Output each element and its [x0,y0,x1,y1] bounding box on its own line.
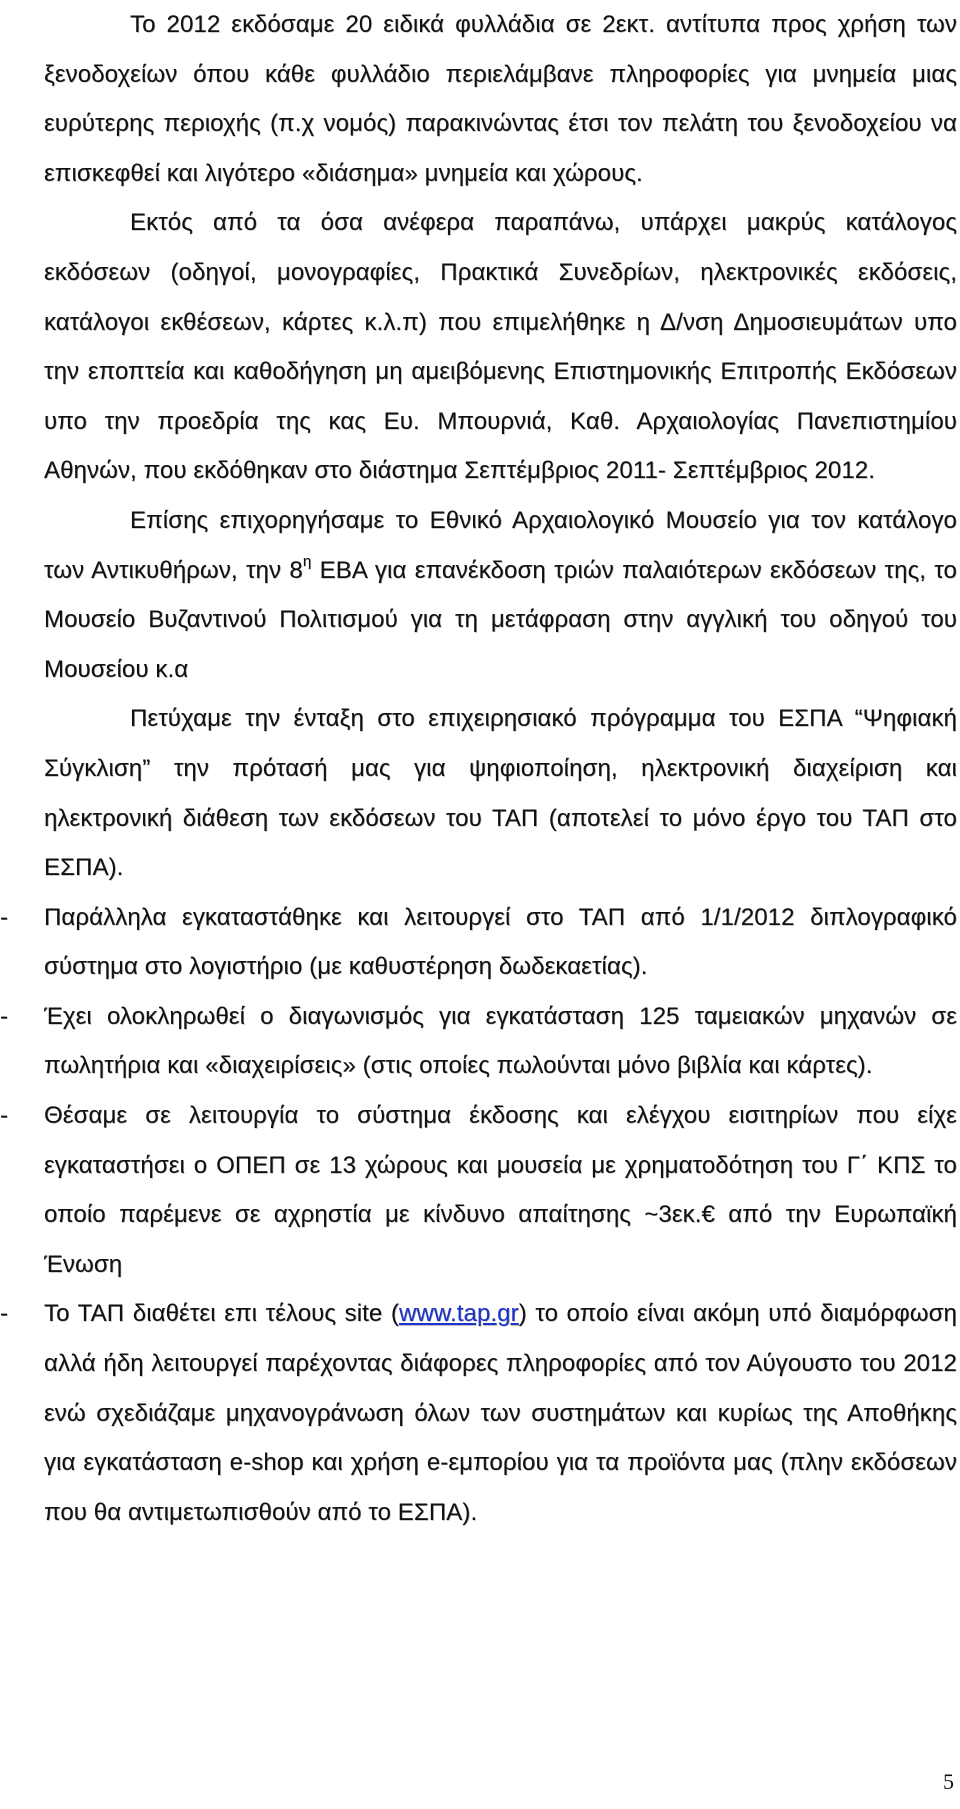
paragraph-publications-catalog: Εκτός από τα όσα ανέφερα παραπάνω, υπάρχει μακρύς κατάλογος εκδόσεων (οδηγοί, μονογραφίες, Πρακτικά Συνεδρίων, ηλεκτρονικές εκδόσεις, κατάλογοι εκθέσεων, κάρτες κ.λ.π) που επιμελήθηκε η Δ/νση Δημοσιευμάτων υπο την εποπτεία και καθοδήγηση μη αμειβόμενης Επιστημονικής Επιτροπής Εκδόσεων υπο την προεδρία της κας Ευ. Μπουρνιά, Καθ. Αρχαιολογίας Πανεπιστημίου Αθηνών, που εκδόθηκαν στο διάστημα Σεπτέμβριος 2011- Σεπτέμβριος 2012. [44,209,957,485]
bullet-dash: - [0,1300,8,1328]
bullet-item-ticketing [0,1091,957,1289]
bullet-text: Έχει ολοκληρωθεί ο διαγωνισμός για εγκατάσταση 125 ταμειακών μηχανών σε πωλητήρια και «διαχειρίσεις» (στις οποίες πωλούνται μόνο βιβλία και κάρτες). [44,1002,957,1080]
bullet-text: Θέσαμε σε λειτουργία το σύστημα έκδοσης και ελέγχου εισιτηρίων που είχε εγκαταστήσει ο ΟΠΕΠ σε 13 χώρους και μουσεία με χρηματοδότηση του Γ΄ ΚΠΣ το οποίο παρέμενε σε αχρηστία με κίνδυνο απαίτησης ~3εκ.€ από την Ευρωπαϊκή Ένωση [44,1102,957,1278]
website-text-1: Το ΤΑΠ διαθέτει επι τέλους site ( [44,1300,399,1328]
bullet-dash: - [0,903,8,931]
bullet-item-website [0,1289,957,1537]
page-number: 5 [943,1769,954,1794]
bullet-text: Παράλληλα εγκαταστάθηκε και λειτουργεί στο ΤΑΠ από 1/1/2012 διπλογραφικό σύστημα στο λογιστήριο (με καθυστέρηση δωδεκαετίας). [44,903,957,981]
bullet-dash: - [0,1002,8,1030]
paragraph-espa-digital: Πετύχαμε την ένταξη στο επιχειρησιακό πρόγραμμα του ΕΣΠΑ “Ψηφιακή Σύγκλιση” την πρότασή μας για ψηφιοποίηση, ηλεκτρονική διαχείριση και ηλεκτρονική διάθεση των εκδόσεων του ΤΑΠ (αποτελεί το μόνο έργο του ΤΑΠ στο ΕΣΠΑ). [44,705,957,882]
bullet-item-cash-registers [0,992,957,1091]
website-text-2: ) το οποίο είναι ακόμη υπό διαμόρφωση αλλά ήδη λειτουργεί παρέχοντας διάφορες πληροφορίες από τον Αύγουστο του 2012 ενώ σχεδιάζαμε μηχανογράνωση όλων των συστημάτων και κυρίως της Αποθήκης για εγκατάσταση e-shop και χρήση e-εμπορίου για τα προϊόντα μας (πλην εκδόσεων που θα αντιμετωπισθούν από το ΕΣΠΑ). [44,1300,957,1526]
paragraph-hotel-leaflets: Το 2012 εκδόσαμε 20 ειδικά φυλλάδια σε 2εκτ. αντίτυπα προς χρήση των ξενοδοχείων όπου κάθε φυλλάδιο περιελάμβανε πληροφορίες για μνημεία μιας ευρύτερης περιοχής (π.χ νομός) παρακινώντας έτσι τον πελάτη του ξενοδοχείου να επισκεφθεί και λιγότερο «διάσημα» μνημεία και χώρους. [44,11,957,187]
bullet-item-accounting [0,893,957,992]
bullet-text [44,1289,957,1537]
paragraph-museum-funding-text-2: ΕΒΑ για επανέκδοση τριών παλαιότερων εκδόσεων της, το Μουσείο Βυζαντινού Πολιτισμού για τη μετάφραση στην αγγλική του οδηγού του Μουσείου κ.α [44,556,957,683]
paragraph-museum-funding-text-1: Επίσης επιχορηγήσαμε το Εθνικό Αρχαιολογικό Μουσείο για τον κατάλογο των Αντικυθήρων, την 8 [44,506,957,584]
website-link[interactable]: www.tap.gr [398,1300,519,1328]
paragraph-museum-funding [44,496,957,694]
ordinal-superscript: η [302,552,312,570]
bullet-dash: - [0,1102,8,1130]
